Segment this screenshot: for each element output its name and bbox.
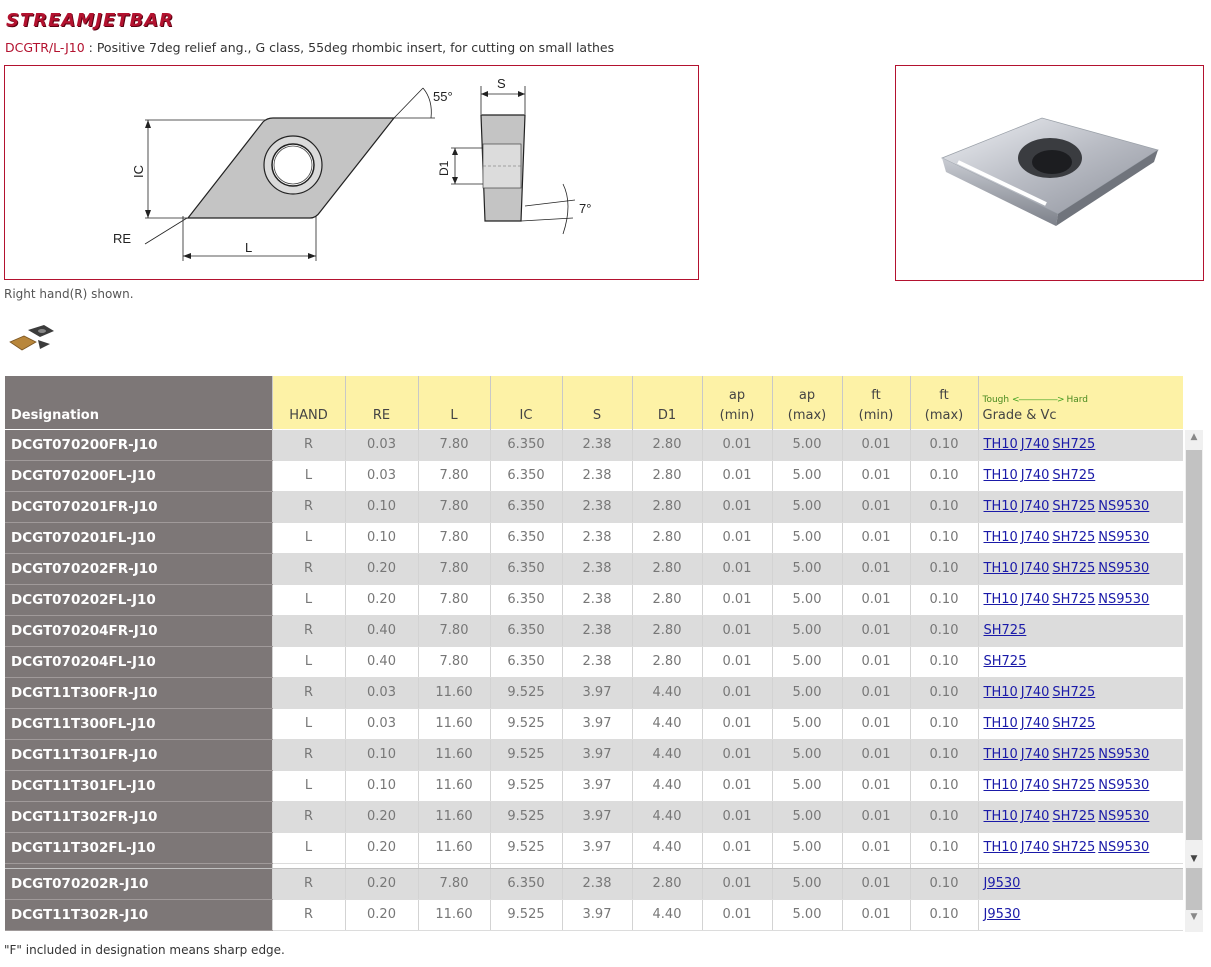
angle-side-label: 7° bbox=[579, 201, 592, 216]
cell-ic: 9.525 bbox=[490, 739, 562, 770]
col-header-ft-min: ft (min) bbox=[842, 376, 910, 429]
grade-link[interactable]: J740 bbox=[1020, 809, 1050, 824]
cell-s: 3.97 bbox=[562, 899, 632, 930]
grade-link[interactable]: J740 bbox=[1020, 840, 1050, 855]
cell-ap-min: 0.01 bbox=[702, 460, 772, 491]
grade-link[interactable]: SH725 bbox=[1052, 499, 1096, 514]
cell-l: 11.60 bbox=[418, 770, 490, 801]
cell-ft-min: 0.01 bbox=[842, 739, 910, 770]
cell-ft-min: 0.01 bbox=[842, 801, 910, 832]
cell-s: 2.38 bbox=[562, 491, 632, 522]
cell-re: 0.20 bbox=[345, 553, 418, 584]
cell-ft-max: 0.10 bbox=[910, 739, 978, 770]
grade-link[interactable]: TH10 bbox=[983, 809, 1018, 824]
cell-ic: 6.350 bbox=[490, 553, 562, 584]
cell-grade bbox=[978, 646, 1183, 677]
cell-hand: L bbox=[272, 832, 345, 863]
cell-l: 7.80 bbox=[418, 522, 490, 553]
cell-designation: DCGT11T302FR-J10 bbox=[5, 801, 272, 832]
cell-ft-min: 0.01 bbox=[842, 832, 910, 863]
cell-ap-max: 5.00 bbox=[772, 739, 842, 770]
grade-link[interactable]: J740 bbox=[1020, 561, 1050, 576]
insert-drawing bbox=[5, 66, 698, 279]
cell-l: 11.60 bbox=[418, 899, 490, 930]
table-row bbox=[5, 429, 1183, 460]
col-header-ap-max: ap (max) bbox=[772, 376, 842, 429]
cell-hand: R bbox=[272, 553, 345, 584]
grade-link[interactable]: NS9530 bbox=[1098, 530, 1150, 545]
cell-d1: 4.40 bbox=[632, 770, 702, 801]
grade-link[interactable]: TH10 bbox=[983, 685, 1018, 700]
cell-ft-max: 0.10 bbox=[910, 770, 978, 801]
cell-ic: 6.350 bbox=[490, 615, 562, 646]
cell-ft-min: 0.01 bbox=[842, 868, 910, 899]
product-photo-panel bbox=[895, 65, 1204, 281]
cell-ap-min: 0.01 bbox=[702, 708, 772, 739]
cell-ap-min: 0.01 bbox=[702, 868, 772, 899]
re-label: RE bbox=[113, 231, 132, 246]
cell-hand: R bbox=[272, 801, 345, 832]
cell-ic: 6.350 bbox=[490, 868, 562, 899]
cell-grade bbox=[978, 522, 1183, 553]
cell-ft-min: 0.01 bbox=[842, 491, 910, 522]
grade-link[interactable]: TH10 bbox=[983, 561, 1018, 576]
cell-ap-max: 5.00 bbox=[772, 553, 842, 584]
cell-grade bbox=[978, 429, 1183, 460]
table-row bbox=[5, 832, 1183, 863]
cell-grade bbox=[978, 868, 1183, 899]
product-subtitle bbox=[5, 40, 614, 55]
cell-d1: 4.40 bbox=[632, 832, 702, 863]
cell-ft-min: 0.01 bbox=[842, 770, 910, 801]
brand-logo: STREAMJETBAR bbox=[6, 10, 175, 31]
cell-grade bbox=[978, 832, 1183, 863]
grade-link[interactable]: SH725 bbox=[1052, 809, 1096, 824]
scroll-down-arrow-icon[interactable]: ▼ bbox=[1190, 854, 1198, 864]
cell-ap-max: 5.00 bbox=[772, 491, 842, 522]
cell-ap-min: 0.01 bbox=[702, 615, 772, 646]
cell-d1: 2.80 bbox=[632, 491, 702, 522]
center-hole-inner bbox=[272, 144, 314, 186]
scroll-down-arrow-secondary-icon[interactable]: ▼ bbox=[1190, 912, 1198, 922]
cell-l: 7.80 bbox=[418, 460, 490, 491]
cell-ap-max: 5.00 bbox=[772, 429, 842, 460]
grade-link[interactable]: SH725 bbox=[983, 623, 1027, 638]
cell-d1: 2.80 bbox=[632, 868, 702, 899]
cell-re: 0.20 bbox=[345, 584, 418, 615]
cell-ft-max: 0.10 bbox=[910, 677, 978, 708]
cell-d1: 4.40 bbox=[632, 677, 702, 708]
cell-s: 3.97 bbox=[562, 801, 632, 832]
cell-l: 7.80 bbox=[418, 868, 490, 899]
cell-grade bbox=[978, 708, 1183, 739]
footnote: "F" included in designation means sharp edge. bbox=[4, 943, 285, 957]
cell-designation: DCGT070200FR-J10 bbox=[5, 429, 272, 460]
cell-designation: DCGT070202FR-J10 bbox=[5, 553, 272, 584]
cell-designation: DCGT070204FR-J10 bbox=[5, 615, 272, 646]
cell-ft-min: 0.01 bbox=[842, 708, 910, 739]
cell-ap-max: 5.00 bbox=[772, 899, 842, 930]
cell-ap-max: 5.00 bbox=[772, 868, 842, 899]
grade-link[interactable]: SH725 bbox=[1052, 468, 1096, 483]
subtitle-separator: : bbox=[84, 40, 97, 55]
grade-link[interactable]: TH10 bbox=[983, 778, 1018, 793]
cell-d1: 2.80 bbox=[632, 584, 702, 615]
grade-link[interactable]: SH725 bbox=[1052, 561, 1096, 576]
cell-ap-max: 5.00 bbox=[772, 801, 842, 832]
cell-grade bbox=[978, 770, 1183, 801]
cell-ap-max: 5.00 bbox=[772, 584, 842, 615]
insert-photo bbox=[896, 66, 1203, 280]
cell-l: 7.80 bbox=[418, 553, 490, 584]
table-body bbox=[5, 429, 1183, 930]
col-header-designation: Designation bbox=[5, 376, 272, 429]
cell-ft-max: 0.10 bbox=[910, 491, 978, 522]
tough-hard-scale: Tough <–––––––––––> Hard bbox=[982, 394, 1088, 405]
cell-ft-max: 0.10 bbox=[910, 553, 978, 584]
cell-l: 11.60 bbox=[418, 739, 490, 770]
cell-designation: DCGT11T301FR-J10 bbox=[5, 739, 272, 770]
cell-re: 0.10 bbox=[345, 739, 418, 770]
cell-s: 2.38 bbox=[562, 868, 632, 899]
cell-grade bbox=[978, 899, 1183, 930]
grade-link[interactable]: SH725 bbox=[1052, 685, 1096, 700]
table-row bbox=[5, 615, 1183, 646]
cell-ft-max: 0.10 bbox=[910, 522, 978, 553]
col-header-l: L bbox=[418, 376, 490, 429]
angle-top-label: 55° bbox=[433, 89, 453, 104]
cell-d1: 4.40 bbox=[632, 801, 702, 832]
cell-ic: 9.525 bbox=[490, 770, 562, 801]
cell-re: 0.10 bbox=[345, 491, 418, 522]
cell-ap-min: 0.01 bbox=[702, 522, 772, 553]
cell-grade bbox=[978, 677, 1183, 708]
cell-s: 3.97 bbox=[562, 677, 632, 708]
grade-link[interactable]: TH10 bbox=[983, 530, 1018, 545]
cell-l: 7.80 bbox=[418, 491, 490, 522]
cell-re: 0.10 bbox=[345, 770, 418, 801]
table-row bbox=[5, 584, 1183, 615]
grade-link[interactable]: NS9530 bbox=[1098, 592, 1150, 607]
grade-link[interactable]: TH10 bbox=[983, 840, 1018, 855]
cell-ap-max: 5.00 bbox=[772, 770, 842, 801]
table-row bbox=[5, 491, 1183, 522]
col-header-grade: Tough <–––––––––––> Hard Grade & Vc bbox=[978, 376, 1183, 429]
cell-grade bbox=[978, 584, 1183, 615]
cell-ft-max: 0.10 bbox=[910, 868, 978, 899]
cell-l: 7.80 bbox=[418, 429, 490, 460]
cell-re: 0.20 bbox=[345, 832, 418, 863]
cell-re: 0.20 bbox=[345, 801, 418, 832]
cell-re: 0.03 bbox=[345, 677, 418, 708]
grade-link[interactable]: J9530 bbox=[983, 876, 1021, 891]
cell-ft-max: 0.10 bbox=[910, 584, 978, 615]
cell-s: 3.97 bbox=[562, 770, 632, 801]
scroll-up-arrow-icon[interactable]: ▲ bbox=[1190, 432, 1198, 442]
cell-ap-min: 0.01 bbox=[702, 770, 772, 801]
cell-ic: 6.350 bbox=[490, 491, 562, 522]
grade-link[interactable]: SH725 bbox=[1052, 840, 1096, 855]
cell-re: 0.40 bbox=[345, 646, 418, 677]
cell-d1: 4.40 bbox=[632, 708, 702, 739]
cell-hand: L bbox=[272, 584, 345, 615]
cell-ic: 6.350 bbox=[490, 522, 562, 553]
grade-link[interactable]: TH10 bbox=[983, 592, 1018, 607]
col-header-ft-max: ft (max) bbox=[910, 376, 978, 429]
cell-re: 0.10 bbox=[345, 522, 418, 553]
cell-d1: 2.80 bbox=[632, 646, 702, 677]
grade-link[interactable]: J740 bbox=[1020, 468, 1050, 483]
cell-l: 7.80 bbox=[418, 615, 490, 646]
cell-ft-max: 0.10 bbox=[910, 460, 978, 491]
grade-link[interactable]: TH10 bbox=[983, 437, 1018, 452]
cell-ic: 9.525 bbox=[490, 899, 562, 930]
cell-ap-min: 0.01 bbox=[702, 739, 772, 770]
cell-ic: 6.350 bbox=[490, 584, 562, 615]
cell-grade bbox=[978, 615, 1183, 646]
cell-ft-min: 0.01 bbox=[842, 460, 910, 491]
cell-s: 3.97 bbox=[562, 708, 632, 739]
grade-link[interactable]: NS9530 bbox=[1098, 840, 1150, 855]
drawing-caption: Right hand(R) shown. bbox=[4, 287, 134, 301]
cell-designation: DCGT11T301FL-J10 bbox=[5, 770, 272, 801]
table-row bbox=[5, 770, 1183, 801]
grade-link[interactable]: NS9530 bbox=[1098, 499, 1150, 514]
grade-link[interactable]: SH725 bbox=[1052, 747, 1096, 762]
cell-ic: 9.525 bbox=[490, 801, 562, 832]
table-row bbox=[5, 739, 1183, 770]
grade-link[interactable]: NS9530 bbox=[1098, 747, 1150, 762]
grade-link[interactable]: SH725 bbox=[1052, 716, 1096, 731]
cell-d1: 4.40 bbox=[632, 899, 702, 930]
cell-ap-min: 0.01 bbox=[702, 429, 772, 460]
s-label: S bbox=[497, 76, 506, 91]
cell-ic: 6.350 bbox=[490, 429, 562, 460]
table-row bbox=[5, 708, 1183, 739]
col-header-ap-min: ap (min) bbox=[702, 376, 772, 429]
cell-ap-max: 5.00 bbox=[772, 708, 842, 739]
table-header-row bbox=[5, 376, 1183, 429]
cell-designation: DCGT11T300FR-J10 bbox=[5, 677, 272, 708]
cell-l: 11.60 bbox=[418, 677, 490, 708]
grade-link[interactable]: J740 bbox=[1020, 592, 1050, 607]
cell-ic: 9.525 bbox=[490, 832, 562, 863]
insert-type-icon bbox=[8, 322, 58, 354]
table-row bbox=[5, 899, 1183, 930]
ic-label: IC bbox=[131, 165, 146, 178]
cell-s: 2.38 bbox=[562, 429, 632, 460]
cell-d1: 2.80 bbox=[632, 522, 702, 553]
cell-ap-min: 0.01 bbox=[702, 677, 772, 708]
grade-link[interactable]: J740 bbox=[1020, 778, 1050, 793]
table-scrollbar[interactable] bbox=[1185, 430, 1203, 932]
col-header-s: S bbox=[562, 376, 632, 429]
cell-re: 0.20 bbox=[345, 899, 418, 930]
cell-hand: R bbox=[272, 868, 345, 899]
cell-s: 3.97 bbox=[562, 739, 632, 770]
cell-d1: 2.80 bbox=[632, 460, 702, 491]
cell-hand: R bbox=[272, 615, 345, 646]
cell-hand: L bbox=[272, 460, 345, 491]
technical-drawing-panel bbox=[4, 65, 699, 280]
grade-link[interactable]: SH725 bbox=[1052, 530, 1096, 545]
table-row bbox=[5, 522, 1183, 553]
cell-ft-min: 0.01 bbox=[842, 677, 910, 708]
grade-link[interactable]: SH725 bbox=[983, 654, 1027, 669]
cell-designation: DCGT070201FR-J10 bbox=[5, 491, 272, 522]
cell-l: 7.80 bbox=[418, 646, 490, 677]
d1-label: D1 bbox=[437, 160, 451, 176]
cell-l: 11.60 bbox=[418, 801, 490, 832]
cell-ic: 9.525 bbox=[490, 708, 562, 739]
table-row bbox=[5, 553, 1183, 584]
grade-link[interactable]: SH725 bbox=[1052, 437, 1096, 452]
grade-link[interactable]: NS9530 bbox=[1098, 778, 1150, 793]
cell-ap-min: 0.01 bbox=[702, 491, 772, 522]
cell-l: 11.60 bbox=[418, 832, 490, 863]
cell-grade bbox=[978, 491, 1183, 522]
specification-table-container[interactable] bbox=[5, 376, 1204, 932]
cell-d1: 2.80 bbox=[632, 553, 702, 584]
cell-ft-min: 0.01 bbox=[842, 522, 910, 553]
cell-ft-max: 0.10 bbox=[910, 646, 978, 677]
cell-designation: DCGT070202R-J10 bbox=[5, 868, 272, 899]
cell-l: 11.60 bbox=[418, 708, 490, 739]
table-row bbox=[5, 801, 1183, 832]
table-row bbox=[5, 460, 1183, 491]
table-row bbox=[5, 646, 1183, 677]
specification-table bbox=[5, 376, 1183, 931]
cell-ic: 6.350 bbox=[490, 646, 562, 677]
grade-link[interactable]: TH10 bbox=[983, 468, 1018, 483]
grade-link[interactable]: J740 bbox=[1020, 747, 1050, 762]
cell-d1: 2.80 bbox=[632, 615, 702, 646]
cell-s: 2.38 bbox=[562, 584, 632, 615]
scroll-thumb-secondary[interactable] bbox=[1186, 868, 1202, 910]
cell-ap-min: 0.01 bbox=[702, 899, 772, 930]
grade-link[interactable]: TH10 bbox=[983, 747, 1018, 762]
cell-s: 2.38 bbox=[562, 460, 632, 491]
grade-link[interactable]: SH725 bbox=[1052, 778, 1096, 793]
scroll-thumb[interactable] bbox=[1186, 450, 1202, 840]
grade-link[interactable]: TH10 bbox=[983, 716, 1018, 731]
cell-ap-min: 0.01 bbox=[702, 646, 772, 677]
cell-ft-max: 0.10 bbox=[910, 832, 978, 863]
cell-ft-min: 0.01 bbox=[842, 615, 910, 646]
col-header-d1: D1 bbox=[632, 376, 702, 429]
cell-re: 0.20 bbox=[345, 868, 418, 899]
col-header-hand: HAND bbox=[272, 376, 345, 429]
cell-ft-max: 0.10 bbox=[910, 615, 978, 646]
grade-link[interactable]: SH725 bbox=[1052, 592, 1096, 607]
cell-re: 0.03 bbox=[345, 460, 418, 491]
cell-hand: L bbox=[272, 646, 345, 677]
cell-ic: 9.525 bbox=[490, 677, 562, 708]
cell-ft-max: 0.10 bbox=[910, 708, 978, 739]
cell-s: 2.38 bbox=[562, 646, 632, 677]
cell-grade bbox=[978, 801, 1183, 832]
cell-re: 0.03 bbox=[345, 429, 418, 460]
grade-link[interactable]: J740 bbox=[1020, 530, 1050, 545]
cell-ap-min: 0.01 bbox=[702, 553, 772, 584]
cell-ap-min: 0.01 bbox=[702, 584, 772, 615]
cell-ap-max: 5.00 bbox=[772, 677, 842, 708]
cell-designation: DCGT11T300FL-J10 bbox=[5, 708, 272, 739]
cell-ft-min: 0.01 bbox=[842, 584, 910, 615]
cell-ft-max: 0.10 bbox=[910, 801, 978, 832]
cell-grade bbox=[978, 739, 1183, 770]
cell-hand: R bbox=[272, 899, 345, 930]
cell-hand: L bbox=[272, 522, 345, 553]
cell-ft-min: 0.01 bbox=[842, 646, 910, 677]
cell-ft-min: 0.01 bbox=[842, 429, 910, 460]
cell-ap-max: 5.00 bbox=[772, 646, 842, 677]
table-row bbox=[5, 677, 1183, 708]
cell-grade bbox=[978, 553, 1183, 584]
cell-hand: R bbox=[272, 677, 345, 708]
cell-designation: DCGT070202FL-J10 bbox=[5, 584, 272, 615]
cell-hand: L bbox=[272, 770, 345, 801]
cell-grade bbox=[978, 460, 1183, 491]
cell-designation: DCGT11T302FL-J10 bbox=[5, 832, 272, 863]
cell-ic: 6.350 bbox=[490, 460, 562, 491]
col-header-ic: IC bbox=[490, 376, 562, 429]
cell-hand: R bbox=[272, 429, 345, 460]
cell-l: 7.80 bbox=[418, 584, 490, 615]
cell-ap-max: 5.00 bbox=[772, 832, 842, 863]
l-label: L bbox=[245, 240, 253, 255]
cell-d1: 4.40 bbox=[632, 739, 702, 770]
cell-ap-max: 5.00 bbox=[772, 522, 842, 553]
table-row bbox=[5, 868, 1183, 899]
cell-ap-max: 5.00 bbox=[772, 460, 842, 491]
cell-hand: R bbox=[272, 491, 345, 522]
product-code: DCGTR/L-J10 bbox=[5, 40, 85, 55]
cell-hand: L bbox=[272, 708, 345, 739]
cell-ap-min: 0.01 bbox=[702, 832, 772, 863]
cell-d1: 2.80 bbox=[632, 429, 702, 460]
grade-link[interactable]: J740 bbox=[1020, 499, 1050, 514]
grade-link[interactable]: J740 bbox=[1020, 437, 1050, 452]
grade-link[interactable]: J9530 bbox=[983, 907, 1021, 922]
cell-designation: DCGT070201FL-J10 bbox=[5, 522, 272, 553]
col-header-re: RE bbox=[345, 376, 418, 429]
cell-ap-max: 5.00 bbox=[772, 615, 842, 646]
cell-designation: DCGT070200FL-J10 bbox=[5, 460, 272, 491]
grade-link[interactable]: TH10 bbox=[983, 499, 1018, 514]
cell-s: 2.38 bbox=[562, 553, 632, 584]
grade-link[interactable]: NS9530 bbox=[1098, 809, 1150, 824]
cell-s: 2.38 bbox=[562, 615, 632, 646]
cell-ap-min: 0.01 bbox=[702, 801, 772, 832]
cell-ft-min: 0.01 bbox=[842, 899, 910, 930]
cell-hand: R bbox=[272, 739, 345, 770]
cell-ft-max: 0.10 bbox=[910, 429, 978, 460]
grade-link[interactable]: J740 bbox=[1020, 716, 1050, 731]
grade-link[interactable]: NS9530 bbox=[1098, 561, 1150, 576]
grade-link[interactable]: J740 bbox=[1020, 685, 1050, 700]
cell-re: 0.03 bbox=[345, 708, 418, 739]
cell-s: 3.97 bbox=[562, 832, 632, 863]
cell-designation: DCGT070204FL-J10 bbox=[5, 646, 272, 677]
cell-ft-max: 0.10 bbox=[910, 899, 978, 930]
product-description: Positive 7deg relief ang., G class, 55deg rhombic insert, for cutting on small lathes bbox=[96, 40, 615, 55]
cell-s: 2.38 bbox=[562, 522, 632, 553]
cell-designation: DCGT11T302R-J10 bbox=[5, 899, 272, 930]
cell-re: 0.40 bbox=[345, 615, 418, 646]
cell-ft-min: 0.01 bbox=[842, 553, 910, 584]
